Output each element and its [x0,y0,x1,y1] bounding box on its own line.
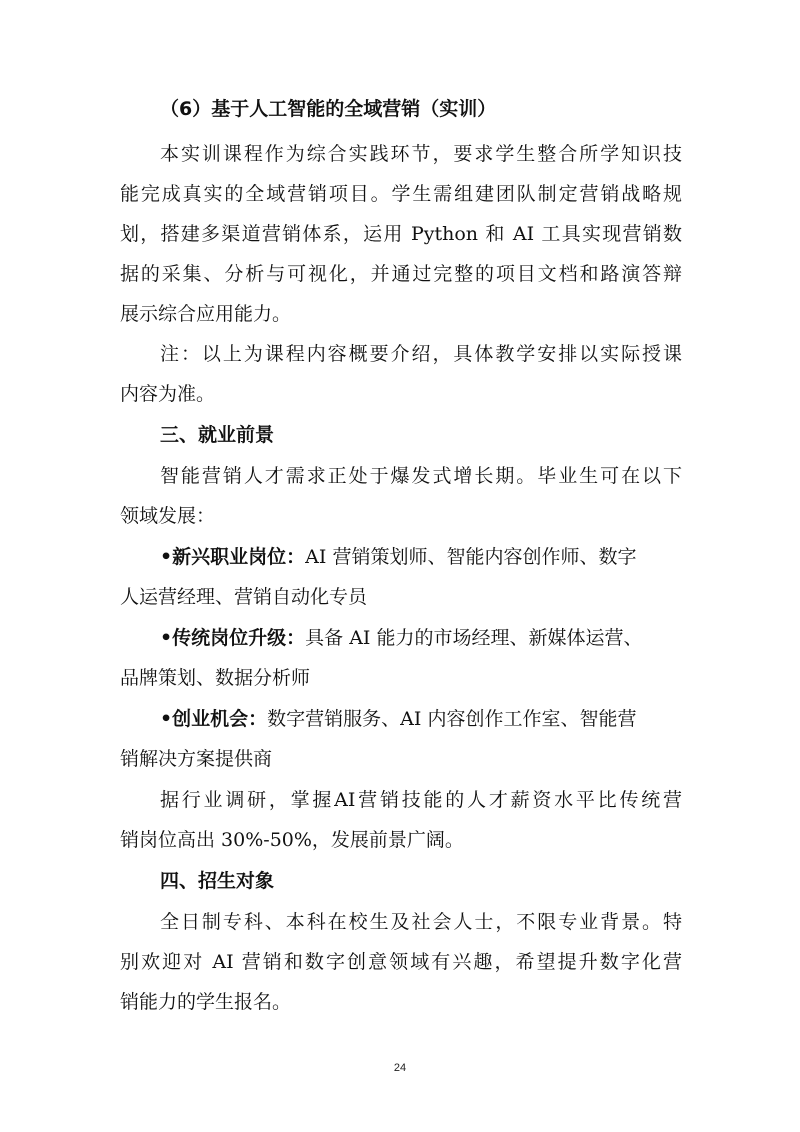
section-6-line-1: 本实训课程作为综合实践环节，要求学生整合所学知识技 [160,143,682,165]
bullet-text: 具备 AI 能力的市场经理、新媒体运营、 [305,627,643,649]
career-intro-line-2: 领域发展： [120,505,216,527]
bullet-new-jobs [160,545,636,569]
bullet-traditional-jobs-line-2: 品牌策划、数据分析师 [120,667,311,689]
bullet-label: 新兴职业岗位： [172,546,306,568]
salary-line-2: 销岗位高出 30%-50%，发展前景广阔。 [120,829,464,851]
bullet-startup [160,707,636,731]
note-line-2: 内容为准。 [120,383,216,405]
enrollment-line-3: 销能力的学生报名。 [120,991,292,1013]
section-6-heading: （6）基于人工智能的全域营销（实训） [160,98,497,120]
bullet-text: 数字营销服务、AI 内容创作工作室、智能营 [267,708,637,730]
bullet-marker: • [160,546,173,568]
bullet-new-jobs-line-2: 人运营经理、营销自动化专员 [120,586,368,608]
career-heading: 三、就业前景 [160,424,275,446]
enrollment-heading: 四、招生对象 [160,870,275,892]
note-line-1: 注：以上为课程内容概要介绍，具体教学安排以实际授课 [160,343,682,365]
section-6-line-2: 能完成真实的全域营销项目。学生需组建团队制定营销战略规 [120,183,682,205]
career-intro-line-1: 智能营销人才需求正处于爆发式增长期。毕业生可在以下 [160,465,682,487]
salary-line-1: 据行业调研，掌握AI营销技能的人才薪资水平比传统营 [160,789,682,811]
bullet-marker: • [160,627,173,649]
section-6-line-3: 划，搭建多渠道营销体系，运用 Python 和 AI 工具实现营销数 [120,223,682,245]
bullet-startup-line-2: 销解决方案提供商 [120,748,273,770]
section-6-line-4: 据的采集、分析与可视化，并通过完整的项目文档和路演答辩 [120,263,682,285]
page-number: 24 [393,1062,407,1074]
bullet-text: AI 营销策划师、智能内容创作师、数字 [305,546,637,568]
bullet-label: 创业机会： [172,708,268,730]
bullet-label: 传统岗位升级： [172,627,306,649]
enrollment-line-2: 别欢迎对 AI 营销和数字创意领域有兴趣，希望提升数字化营 [120,951,682,973]
bullet-marker: • [160,708,173,730]
bullet-traditional-jobs [160,626,642,650]
section-6-line-5: 展示综合应用能力。 [120,303,292,325]
enrollment-line-1: 全日制专科、本科在校生及社会人士，不限专业背景。特 [160,911,682,933]
